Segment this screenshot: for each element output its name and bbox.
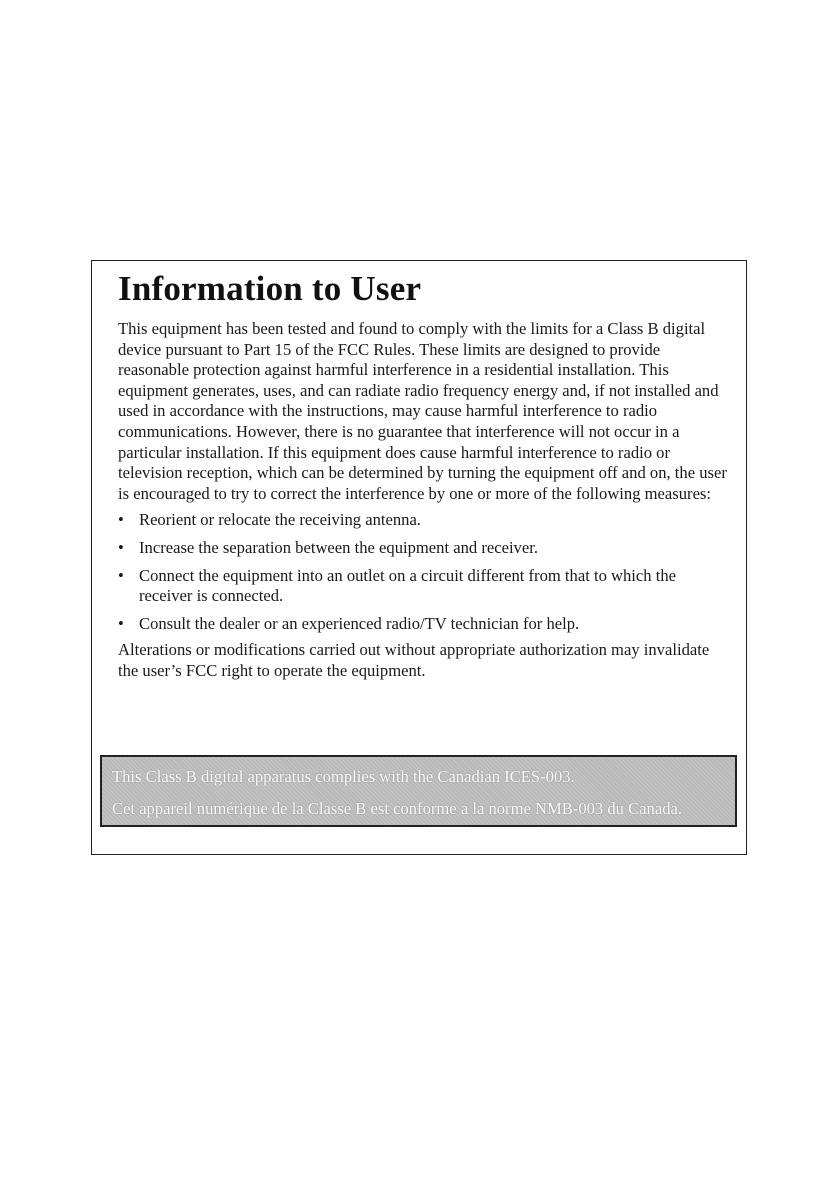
notice-content — [118, 319, 733, 682]
measure-item — [118, 614, 733, 635]
bullet-icon: • — [118, 613, 124, 633]
closing-paragraph: Alterations or modifications carried out without appropriate authorization may invalidate the user’s FCC right to operate the equipment. — [118, 640, 710, 680]
bullet-icon: • — [118, 537, 124, 557]
measure-text: Reorient or relocate the receiving antenna. — [139, 510, 421, 530]
canada-english-statement: This Class B digital apparatus complies with the Canadian ICES-003. — [112, 767, 575, 786]
bullet-icon: • — [118, 510, 124, 530]
measure-item — [118, 538, 733, 559]
canada-compliance-box — [100, 755, 737, 827]
notice-title: Information to User — [118, 269, 422, 308]
measure-text: Consult the dealer or an experienced radio/TV technician for help. — [139, 613, 580, 633]
measure-text: Connect the equipment into an outlet on a circuit different from that to which the receiver is connected. — [139, 565, 676, 606]
canada-french-statement: Cet appareil numérique de la Classe B est conforme a la norme NMB-003 du Canada. — [112, 799, 683, 818]
bullet-icon: • — [118, 565, 124, 585]
measure-text: Increase the separation between the equipment and receiver. — [139, 537, 538, 557]
measures-list — [118, 510, 733, 634]
measure-item — [118, 510, 733, 531]
fcc-notice-box — [91, 260, 747, 855]
intro-paragraph: This equipment has been tested and found to comply with the limits for a Class B digital device pursuant to Part 15 of the FCC Rules. These limits are designed to provide reasonable protection against harmful interference in a residential installation. This equipment generates, uses, and can radiate radio frequency energy and, if not installed and used in accordance with the instructions, may cause harmful interference to radio communications. However, there is no guarantee that interference will not occur in a particular installation. If this equipment does cause harmful interference to radio or television reception, which can be determined by turning the equipment off and on, the user is encouraged to try to correct the interference by one or more of the following measures: — [118, 319, 727, 503]
measure-item — [118, 566, 733, 607]
